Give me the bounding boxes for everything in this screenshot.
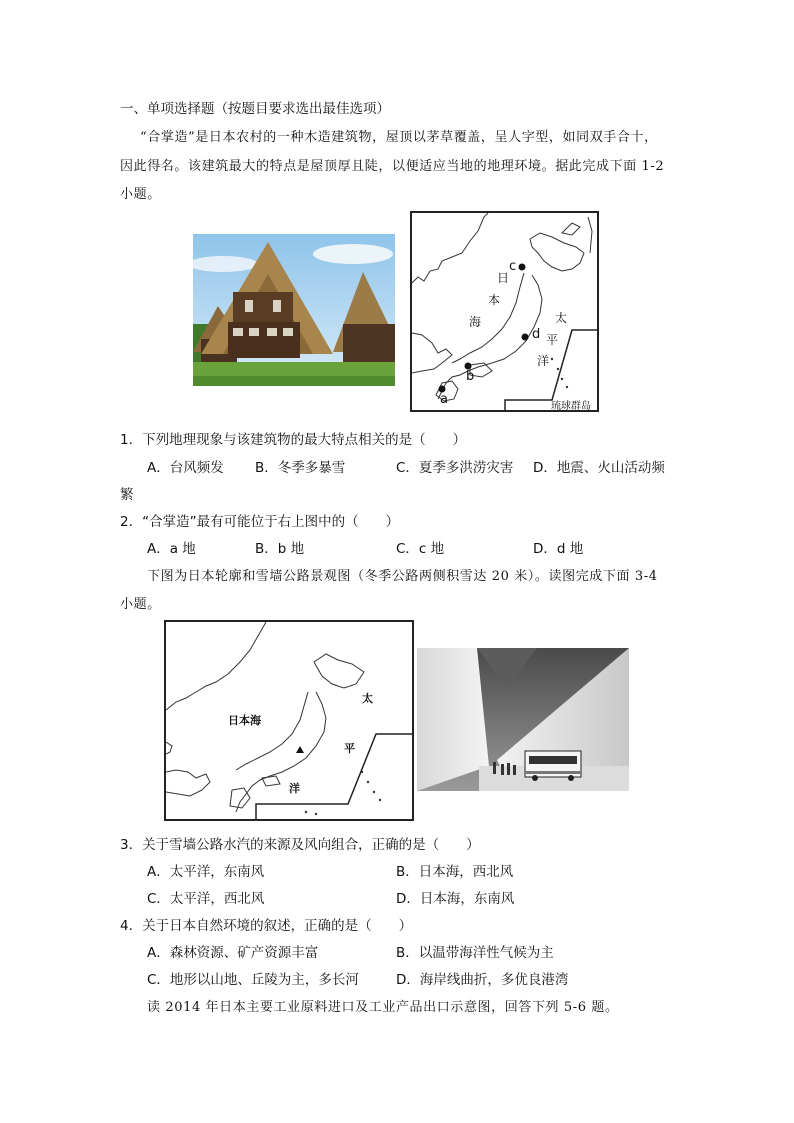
map1-point-d: d (532, 327, 541, 342)
map1-label-ping: 平 (546, 333, 559, 347)
map1-point-a: a (440, 392, 448, 407)
q1-option-d: D．地震、火山活动频 (533, 460, 665, 476)
japan-map-2 (164, 620, 414, 821)
intro1-line2: 因此得名。该建筑最大的特点是屋顶厚且陡，以便适应当地的地理环境。据此完成下面 1-2 (120, 159, 665, 174)
map1-label-yang: 洋 (537, 354, 550, 368)
q3-option-b: B．日本海，西北风 (396, 864, 514, 880)
intro2-line1: 下图为日本轮廓和雪墙公路景观图（冬季公路两侧积雪达 20 米）。读图完成下面 3-4 (147, 569, 658, 584)
q4-stem: 4．关于日本自然环境的叙述，正确的是（ ） (120, 918, 413, 934)
intro3: 读 2014 年日本主要工业原料进口及工业产品出口示意图，回答下列 5-6 题。 (147, 1000, 619, 1015)
map1-label-ri: 日 (497, 271, 510, 285)
q1-option-c: C．夏季多洪涝灾害 (396, 460, 514, 476)
section-title: 一、单项选择题（按题目要求选出最佳选项） (120, 101, 390, 117)
q3-option-a: A．太平洋，东南风 (147, 864, 265, 880)
q2-stem: 2．“合掌造”最有可能位于右上图中的（ ） (120, 514, 400, 530)
map1-point-b: b (466, 369, 475, 384)
snow-wall-road-photo (417, 648, 629, 791)
map1-inset-caption: 琉球群岛 (551, 401, 591, 412)
q2-option-b: B．b 地 (255, 541, 305, 557)
intro2-line2: 小题。 (120, 597, 161, 612)
map1-label-tai: 太 (555, 311, 568, 325)
japan-map-1 (410, 211, 599, 412)
q4-option-c: C．地形以山地、丘陵为主，多长河 (147, 972, 359, 988)
q3-option-c: C．太平洋，西北风 (147, 891, 265, 907)
q1-option-a: A．台风频发 (147, 460, 224, 476)
map2-label-ping: 平 (344, 742, 355, 755)
q2-option-c: C．c 地 (396, 541, 445, 557)
q1-option-d-wrap: 繁 (120, 487, 134, 503)
q2-option-d: D．d 地 (533, 541, 584, 557)
gassho-house-photo (193, 234, 395, 386)
map2-label-yang: 洋 (289, 782, 300, 795)
map1-label-ben: 本 (488, 293, 501, 307)
q4-option-a: A．森林资源、矿产资源丰富 (147, 945, 319, 961)
q3-option-d: D．日本海，东南风 (396, 891, 515, 907)
map1-point-c: c (509, 259, 517, 274)
q2-option-a: A．a 地 (147, 541, 196, 557)
map2-label-sea: 日本海 (228, 714, 261, 727)
intro1-line1: “合掌造”是日本农村的一种木造建筑物，屋顶以茅草覆盖，呈人字型，如同双手合十， (140, 130, 658, 145)
q4-option-b: B．以温带海洋性气候为主 (396, 945, 554, 961)
q3-stem: 3．关于雪墙公路水汽的来源及风向组合，正确的是（ ） (120, 837, 480, 853)
map1-label-hai: 海 (469, 315, 482, 329)
intro1-line3: 小题。 (120, 187, 161, 202)
q1-stem: 1．下列地理现象与该建筑物的最大特点相关的是（ ） (120, 432, 467, 448)
map2-label-tai: 太 (362, 692, 373, 705)
q1-option-b: B．冬季多暴雪 (255, 460, 346, 476)
q4-option-d: D．海岸线曲折，多优良港湾 (396, 972, 569, 988)
